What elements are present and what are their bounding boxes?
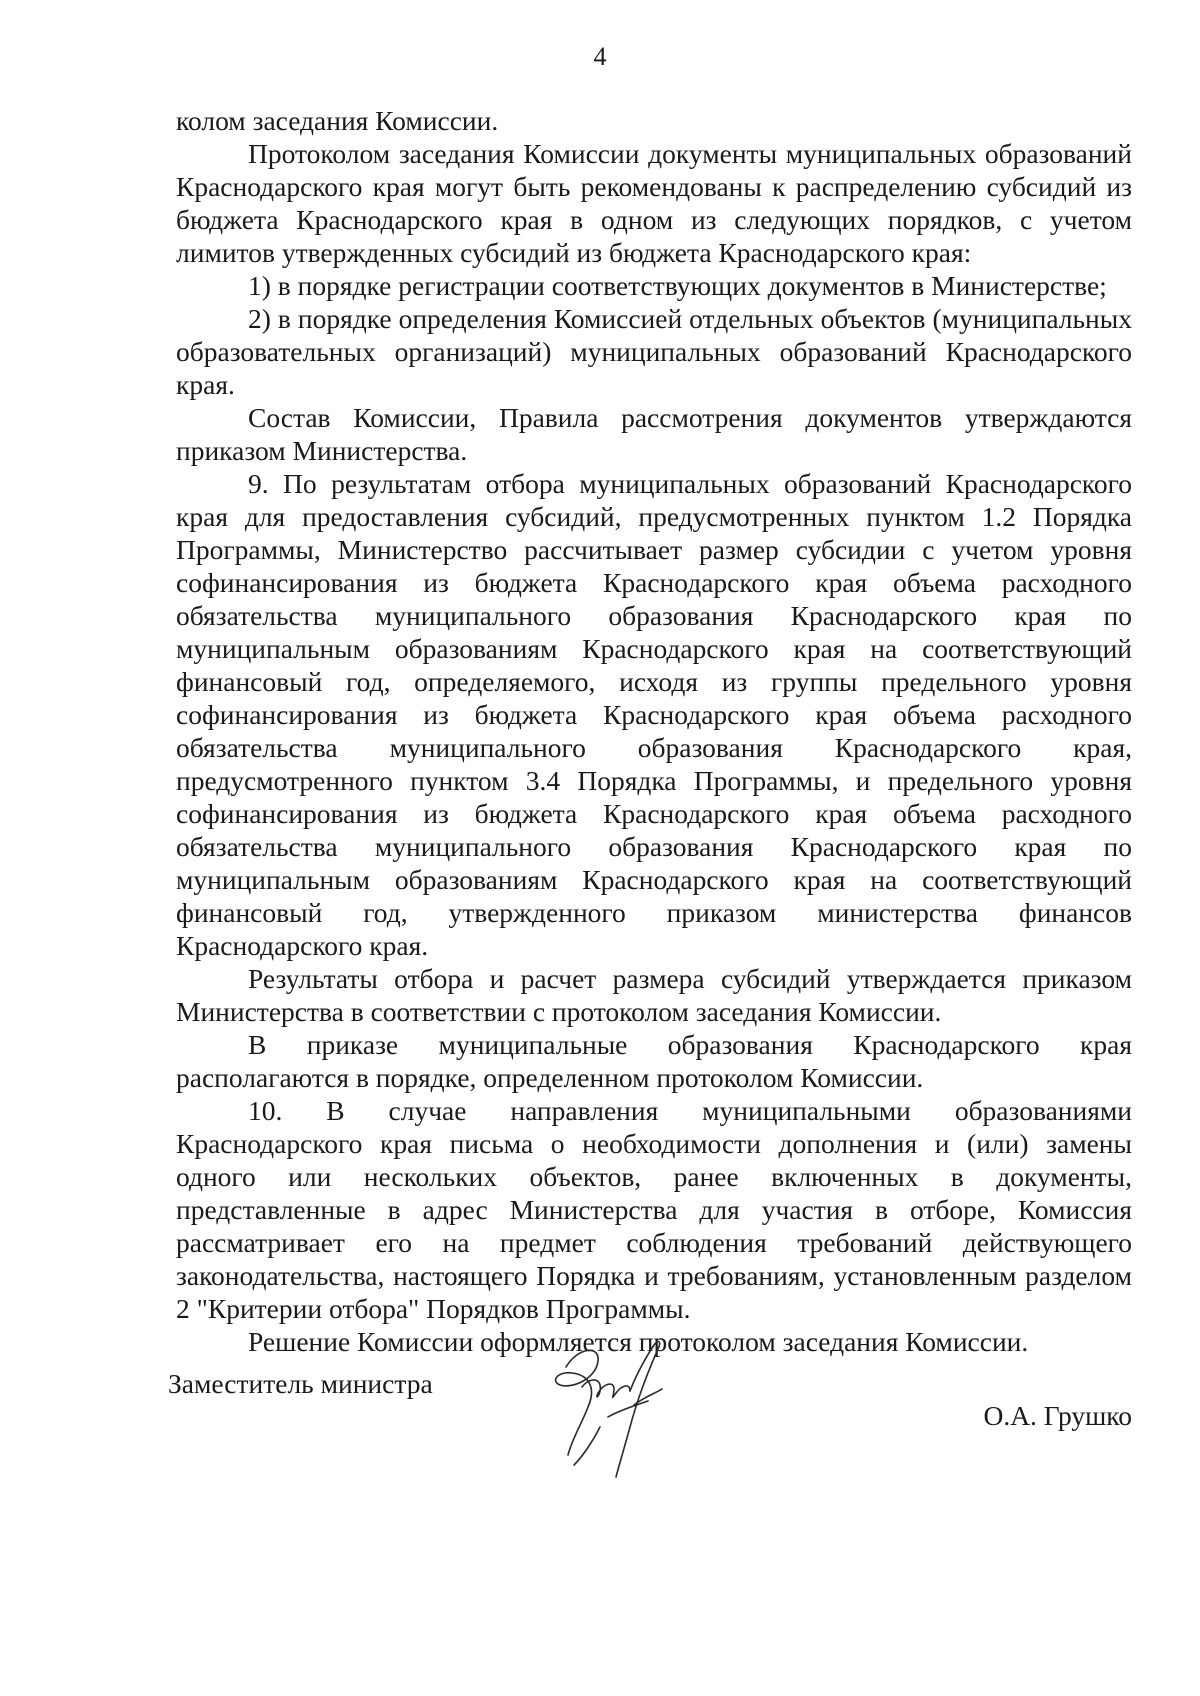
- paragraph-distribution-order: Протоколом заседания Комиссии документы муниципальных образований Краснодарского края могут быть рекомендованы к распределению субсидий из бюджета Краснодарского края в одном из следующих порядков, с учетом лимитов утвержденных субсидий из бюджета Краснодарского края:: [176, 138, 1132, 268]
- handwritten-signature-icon: [538, 1327, 688, 1487]
- signatory-title: Заместитель министра: [168, 1368, 433, 1399]
- paragraph-results-approval: Результаты отбора и расчет размера субсидий утверждается приказом Министерства в соответствии с протоколом заседания Комиссии.: [176, 963, 1132, 1027]
- paragraph-commission-decision: Решение Комиссии оформляется протоколом заседания Комиссии.: [248, 1326, 1029, 1357]
- paragraph-commission-composition: Состав Комиссии, Правила рассмотрения документов утверждаются приказом Министерства.: [176, 402, 1132, 466]
- paragraph-order-arrangement: В приказе муниципальные образования Краснодарского края располагаются в порядке, определенном протоколом Комиссии.: [176, 1029, 1132, 1093]
- list-item-registration-order: 1) в порядке регистрации соответствующих документов в Министерстве;: [248, 270, 1107, 301]
- list-item-commission-order: 2) в порядке определения Комиссией отдельных объектов (муниципальных образовательных организаций) муниципальных образований Краснодарского края.: [176, 303, 1132, 400]
- signatory-name: О.А. Грушко: [983, 1400, 1132, 1431]
- paragraph-clause-9: 9. По результатам отбора муниципальных образований Краснодарского края для предоставления субсидий, предусмотренных пунктом 1.2 Порядка Программы, Министерство рассчитывает размер субсидии с учетом уровня софинансирования из бюджета Краснодарского края объема расходного обязательства муниципального образования Краснодарского края по муниципальным образованиям Краснодарского края на соответствующий финансовый год, определяемого, исходя из группы предельного уровня софинансирования из бюджета Краснодарского края объема расходного обязательства муниципального образования Краснодарского края, предусмотренного пунктом 3.4 Порядка Программы, и предельного уровня софинансирования из бюджета Краснодарского края объема расходного обязательства муниципального образования Краснодарского края по муниципальным образованиям Краснодарского края на соответствующий финансовый год, утвержденного приказом министерства финансов Краснодарского края.: [176, 468, 1132, 961]
- page-number: 4: [593, 42, 607, 71]
- signature-block: [168, 1345, 1132, 1485]
- paragraph-continuation: колом заседания Комиссии.: [176, 105, 499, 136]
- paragraph-clause-10: 10. В случае направления муниципальными образованиями Краснодарского края письма о необходимости дополнения и (или) замены одного или нескольких объектов, ранее включенных в документы, представленные в адрес Министерства для участия в отборе, Комиссия рассматривает его на предмет соблюдения требований действующего законодательства, настоящего Порядка и требованиям, установленным разделом 2 "Критерии отбора" Порядков Программы.: [176, 1095, 1132, 1324]
- document-body: [176, 104, 1132, 1358]
